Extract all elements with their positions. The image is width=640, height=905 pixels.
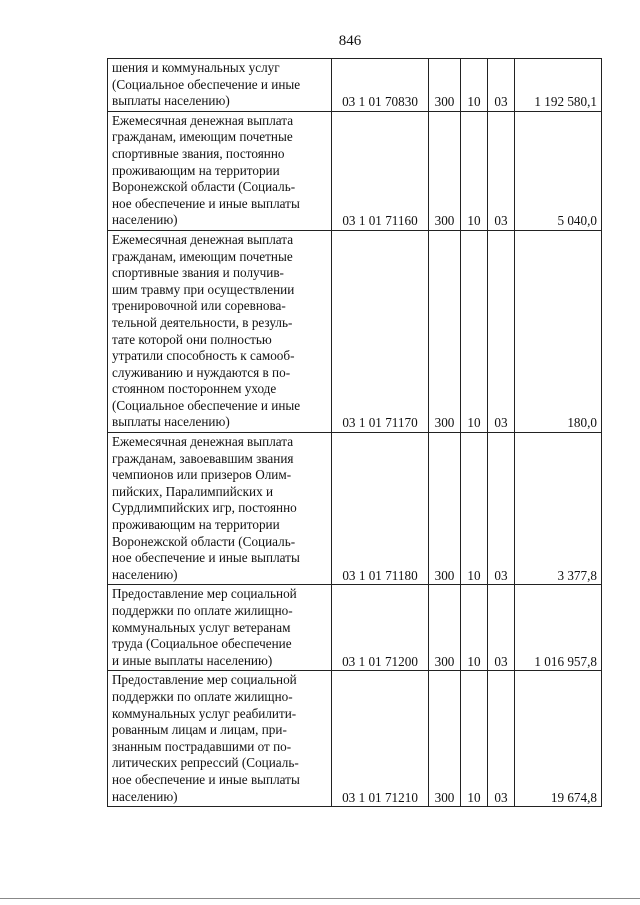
expense-name-line: проживающим на территории — [112, 162, 280, 178]
expense-name-line: ное обеспечение и иные выплаты — [112, 771, 300, 787]
expense-type-cell: 300 — [429, 433, 461, 585]
expense-name-line: выплаты населению) — [112, 93, 230, 109]
expense-name-cell — [108, 671, 332, 807]
expense-type-cell: 300 — [429, 111, 461, 230]
expense-name-line: знанным пострадавшими от по- — [112, 738, 292, 754]
amount-cell: 3 377,8 — [515, 433, 602, 585]
expense-type-cell: 300 — [429, 59, 461, 112]
expense-name-line: Предоставление мер социальной — [112, 586, 297, 602]
expense-name-line: Ежемесячная денежная выплата — [112, 231, 294, 247]
budget-table — [107, 58, 602, 807]
expense-name-line: утратили способность к самооб- — [112, 348, 295, 364]
expense-name-line: поддержки по оплате жилищно- — [112, 603, 293, 618]
table-row — [108, 585, 602, 671]
target-article-cell: 03 1 01 71170 — [332, 230, 429, 432]
expense-name-line: чемпионов или призеров Олим- — [112, 467, 292, 483]
expense-name-line: ное обеспечение и иные выплаты — [112, 550, 300, 566]
expense-name-line: Сурдлимпийских игр, постоянно — [112, 500, 297, 516]
amount-cell: 180,0 — [515, 230, 602, 432]
expense-type-cell: 300 — [429, 585, 461, 671]
expense-name-line: пийских, Паралимпийских и — [112, 483, 274, 499]
expense-name-line: служиванию и нуждаются в по- — [112, 364, 291, 380]
expense-name-line: Воронежской области (Социаль- — [112, 533, 296, 549]
expense-name-line: рованным лицам и лицам, при- — [112, 722, 287, 738]
target-article-cell: 03 1 01 71210 — [332, 671, 429, 807]
expense-name-line: гражданам, имеющим почетные — [112, 129, 293, 145]
expense-name-line: населению) — [112, 788, 178, 804]
expense-name-line: коммунальных услуг реабилити- — [112, 705, 297, 721]
section-cell: 10 — [461, 111, 488, 230]
expense-name-line: Ежемесячная денежная выплата — [112, 112, 294, 128]
expense-name-line: Предоставление мер социальной — [112, 672, 297, 688]
table-row — [108, 671, 602, 807]
section-cell: 10 — [461, 230, 488, 432]
expense-name-line: ное обеспечение и иные выплаты — [112, 195, 300, 211]
expense-name-line: населению) — [112, 212, 178, 228]
table-row — [108, 230, 602, 432]
section-cell: 10 — [461, 585, 488, 671]
subsection-cell: 03 — [488, 585, 515, 671]
section-cell: 10 — [461, 433, 488, 585]
target-article-cell: 03 1 01 70830 — [332, 59, 429, 112]
expense-name-cell — [108, 59, 332, 112]
expense-name-cell — [108, 230, 332, 432]
target-article-cell: 03 1 01 71200 — [332, 585, 429, 671]
expense-name-cell — [108, 433, 332, 585]
expense-name-line: Воронежской области (Социаль- — [112, 179, 296, 195]
page-number: 846 — [338, 33, 362, 49]
expense-name-line: спортивные звания и получив- — [112, 265, 284, 281]
expense-name-line: выплаты населению) — [112, 414, 230, 430]
expense-name-line: коммунальных услуг ветеранам — [112, 619, 291, 635]
expense-name-line: гражданам, завоевавшим звания — [112, 450, 294, 466]
expense-name-line: спортивные звания, постоянно — [112, 145, 285, 161]
expense-name-line: Ежемесячная денежная выплата — [112, 434, 294, 450]
subsection-cell: 03 — [488, 59, 515, 112]
expense-name-line: труда (Социальное обеспечение — [112, 636, 292, 652]
expense-name-line: поддержки по оплате жилищно- — [112, 688, 293, 704]
subsection-cell: 03 — [488, 230, 515, 432]
amount-cell: 19 674,8 — [515, 671, 602, 807]
table-row — [108, 433, 602, 585]
expense-name-line: и иные выплаты населению) — [112, 652, 273, 668]
section-cell: 10 — [461, 59, 488, 112]
table-row — [108, 111, 602, 230]
subsection-cell: 03 — [488, 433, 515, 585]
subsection-cell: 03 — [488, 111, 515, 230]
section-cell: 10 — [461, 671, 488, 807]
amount-cell: 5 040,0 — [515, 111, 602, 230]
expense-name-cell — [108, 585, 332, 671]
expense-name-line: литических репрессий (Социаль- — [112, 755, 299, 771]
expense-name-line: (Социальное обеспечение и иные — [112, 397, 301, 413]
expense-name-cell — [108, 111, 332, 230]
expense-name-line: гражданам, имеющим почетные — [112, 248, 293, 264]
expense-name-line: тате которой они полностью — [112, 331, 272, 347]
expense-type-cell: 300 — [429, 230, 461, 432]
table-row — [108, 59, 602, 112]
amount-cell: 1 192 580,1 — [515, 59, 602, 112]
expense-name-line: шим травму при осуществлении — [112, 281, 295, 297]
expense-name-line: стоянном постороннем уходе — [112, 381, 277, 397]
expense-name-line: тельной деятельности, в резуль- — [112, 314, 293, 330]
expense-name-line: населению) — [112, 566, 178, 582]
expense-name-line: шения и коммунальных услуг — [112, 60, 280, 75]
expense-name-line: проживающим на территории — [112, 517, 280, 533]
target-article-cell: 03 1 01 71160 — [332, 111, 429, 230]
expense-name-line: тренировочной или соревнова- — [112, 298, 286, 314]
target-article-cell: 03 1 01 71180 — [332, 433, 429, 585]
expense-type-cell: 300 — [429, 671, 461, 807]
amount-cell: 1 016 957,8 — [515, 585, 602, 671]
expense-name-line: (Социальное обеспечение и иные — [112, 76, 301, 92]
page-bottom-rule — [0, 898, 640, 899]
subsection-cell: 03 — [488, 671, 515, 807]
